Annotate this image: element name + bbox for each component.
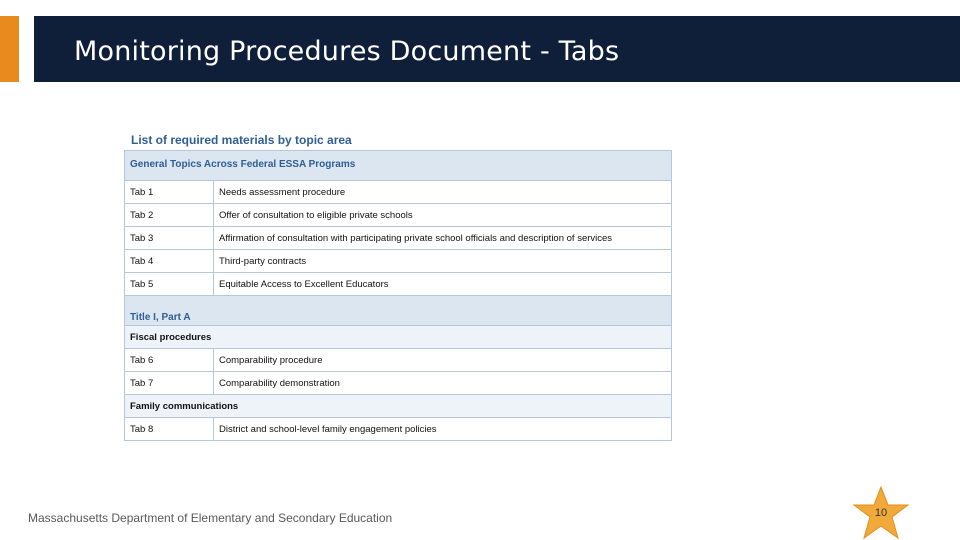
tab-label: Tab 4	[125, 250, 214, 273]
tab-description: Third-party contracts	[214, 250, 672, 273]
tab-description: Comparability demonstration	[214, 372, 672, 395]
tab-label: Tab 7	[125, 372, 214, 395]
table-row	[125, 204, 672, 227]
footer-organization: Massachusetts Department of Elementary and Secondary Education	[28, 511, 393, 525]
section-header-row	[125, 151, 672, 181]
slide-title: Monitoring Procedures Document - Tabs	[74, 36, 620, 67]
table-row	[125, 349, 672, 372]
tab-label: Tab 5	[125, 273, 214, 296]
tab-label: Tab 2	[125, 204, 214, 227]
tab-label: Tab 8	[125, 418, 214, 441]
table-row	[125, 181, 672, 204]
required-materials-table	[124, 150, 672, 441]
accent-bar	[0, 16, 19, 82]
table-row	[125, 418, 672, 441]
title-bar	[34, 16, 960, 82]
table-row	[125, 227, 672, 250]
subsection-header-row	[125, 395, 672, 418]
tab-description: Affirmation of consultation with participating private school officials and description of services	[214, 227, 672, 250]
tab-label: Tab 3	[125, 227, 214, 250]
section-header-row	[125, 296, 672, 326]
table-row	[125, 372, 672, 395]
table-row	[125, 273, 672, 296]
tab-label: Tab 1	[125, 181, 214, 204]
tab-description: Needs assessment procedure	[214, 181, 672, 204]
subsection-header-row	[125, 326, 672, 349]
tab-description: District and school-level family engagement policies	[214, 418, 672, 441]
subsection-label: Fiscal procedures	[125, 326, 672, 349]
page-number: 10	[874, 507, 888, 519]
tab-description: Offer of consultation to eligible private schools	[214, 204, 672, 227]
tab-description: Comparability procedure	[214, 349, 672, 372]
subsection-label: Family communications	[125, 395, 672, 418]
tab-label: Tab 6	[125, 349, 214, 372]
section-heading: General Topics Across Federal ESSA Programs	[125, 151, 672, 181]
tab-description: Equitable Access to Excellent Educators	[214, 273, 672, 296]
table-row	[125, 250, 672, 273]
table-caption: List of required materials by topic area	[131, 133, 352, 147]
section-heading: Title I, Part A	[125, 296, 672, 326]
